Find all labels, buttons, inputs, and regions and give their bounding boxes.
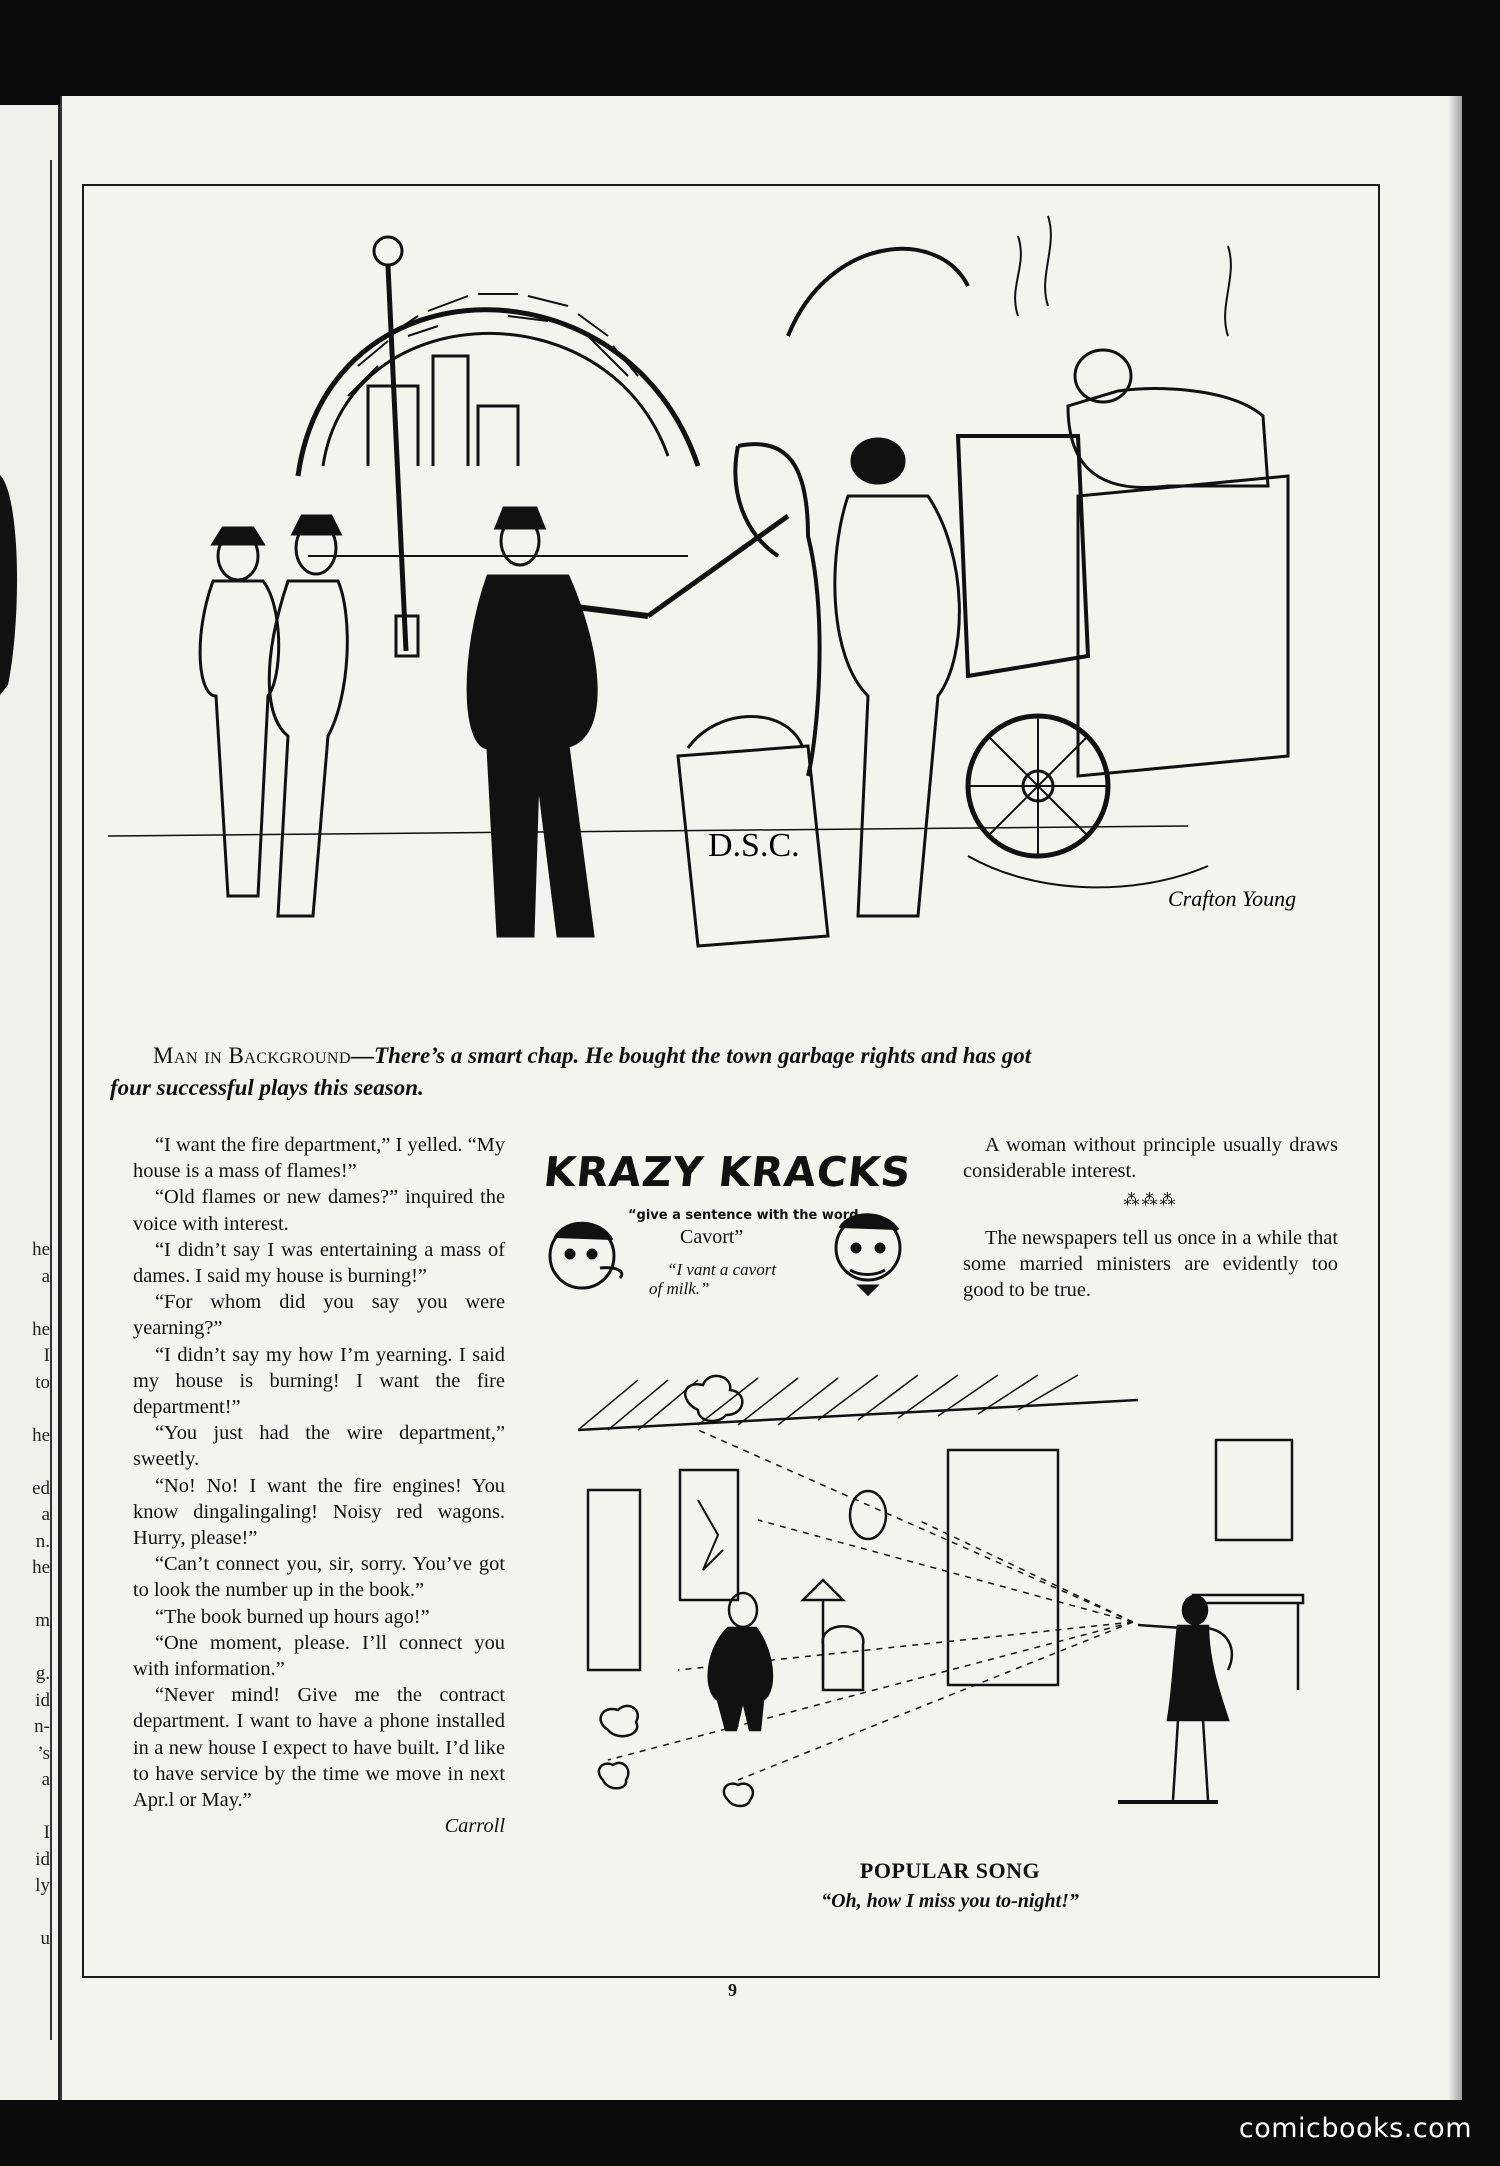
- previous-page-fragment: to: [35, 1371, 50, 1393]
- previous-page-fragment: [2, 1582, 50, 1609]
- previous-page-fragment: ed: [32, 1477, 50, 1499]
- caption-line-1: —There’s a smart chap. He bought the town garbage rights and has got: [351, 1043, 1032, 1068]
- story-paragraph: “Never mind! Give me the contract department. I want to have a phone installed in a new house I expect to have built. I’d like to have service by the time we move in next Apr.l or May.”: [133, 1684, 505, 1812]
- site-watermark: comicbooks.com: [1238, 2113, 1472, 2144]
- previous-page-fragment: a: [41, 1504, 50, 1525]
- previous-page-illustration-edge: [0, 355, 58, 755]
- previous-page-fragment: n.: [35, 1530, 50, 1552]
- story-paragraph: “I didn’t say I was entertaining a mass of dames. I said my house is burning!”: [133, 1238, 505, 1288]
- previous-page-fragment: [2, 1794, 50, 1821]
- page-gutter-shadow: [1448, 96, 1462, 2100]
- previous-page-fragment: n-: [34, 1716, 50, 1737]
- previous-page-fragment: he: [32, 1424, 50, 1446]
- quips-column: [963, 1132, 1338, 1303]
- previous-page-fragment: [2, 1900, 50, 1927]
- krazy-quote-line-2: of milk.”: [649, 1279, 710, 1298]
- story-paragraph: “For whom did you say you were yearning?”: [133, 1291, 505, 1340]
- previous-page-fragment: he: [32, 1239, 50, 1260]
- story-paragraphs: [133, 1132, 505, 1813]
- previous-page-edge: [0, 105, 61, 2100]
- krazy-kracks-subtitle: “give a sentence with the word: [628, 1208, 859, 1223]
- telephone-story-column: [133, 1132, 505, 1839]
- previous-page-fragment: [2, 1635, 50, 1662]
- top-cartoon-illustration: [88, 136, 1338, 1041]
- previous-page-fragment: he: [32, 1557, 50, 1578]
- previous-page-fragment: u: [40, 1928, 50, 1949]
- page-number: 9: [728, 1980, 737, 2000]
- story-paragraph: “The book burned up hours ago!”: [155, 1605, 430, 1628]
- previous-page-fragment: I: [43, 1345, 50, 1366]
- previous-page-fragment: g.: [35, 1663, 50, 1684]
- section-dinkus: ⁂⁂⁂: [1123, 1192, 1178, 1210]
- krazy-kracks-word: Cavort”: [680, 1226, 744, 1248]
- story-paragraph: “One moment, please. I’ll connect you with information.”: [133, 1631, 505, 1681]
- caption-line-2: four successful plays this season.: [110, 1075, 424, 1100]
- popular-song-caption: “Oh, how I miss you to-night!”: [821, 1890, 1079, 1912]
- popular-song-title: POPULAR SONG: [859, 1858, 1041, 1883]
- previous-page-fragment: he: [32, 1318, 50, 1340]
- popular-song-cartoon: [578, 1370, 1338, 1850]
- top-cartoon-caption: [110, 1040, 1313, 1104]
- can-lettering: D.S.C.: [708, 827, 800, 864]
- previous-page-fragment: I: [43, 1822, 50, 1843]
- caption-speaker: Man in Background: [153, 1043, 352, 1068]
- story-paragraph: “No! No! I want the fire engines! You know dingalingaling! Noisy red wagons. Hurry, please!”: [133, 1474, 505, 1550]
- previous-page-fragment: m: [35, 1610, 50, 1631]
- previous-page-fragment: ly: [35, 1875, 50, 1896]
- previous-page-fragment: [2, 1290, 50, 1317]
- artist-signature: Crafton Young: [1168, 886, 1297, 911]
- krazy-kracks-answer: [649, 1260, 777, 1298]
- previous-page-fragment: id: [35, 1689, 50, 1711]
- story-signature: Carroll: [444, 1815, 505, 1838]
- previous-page-fragment: [2, 1449, 50, 1476]
- krazy-kracks-title: KRAZY KRACKS: [541, 1148, 914, 1196]
- previous-page-text-fragments: [2, 1237, 50, 1953]
- krazy-quote-line-1: “I vant a cavort: [667, 1260, 777, 1279]
- story-paragraph: “You just had the wire department,” sweetly.: [133, 1422, 505, 1471]
- story-paragraph: “Can’t connect you, sir, sorry. You’ve got to look the number up in the book.”: [133, 1553, 505, 1602]
- story-paragraph: “I didn’t say my how I’m yearning. I said my house is burning! I want the fire department!”: [133, 1343, 505, 1419]
- quip-newspapers-ministers: The newspapers tell us once in a while that some married ministers are evidently too good to be true.: [963, 1226, 1338, 1302]
- story-paragraph: “I want the fire department,” I yelled. “My house is a mass of flames!”: [133, 1134, 505, 1183]
- previous-page-fragment: ’s: [37, 1742, 50, 1764]
- previous-page-fragment: a: [41, 1769, 50, 1790]
- previous-page-fragment: [2, 1396, 50, 1423]
- previous-page-fragment: a: [41, 1265, 50, 1287]
- story-paragraph: “Old flames or new dames?” inquired the voice with interest.: [133, 1186, 505, 1235]
- krazy-kracks-feature: [540, 1148, 920, 1318]
- previous-page-fragment: id: [35, 1848, 50, 1870]
- quip-woman-principle: A woman without principle usually draws considerable interest.: [963, 1134, 1338, 1183]
